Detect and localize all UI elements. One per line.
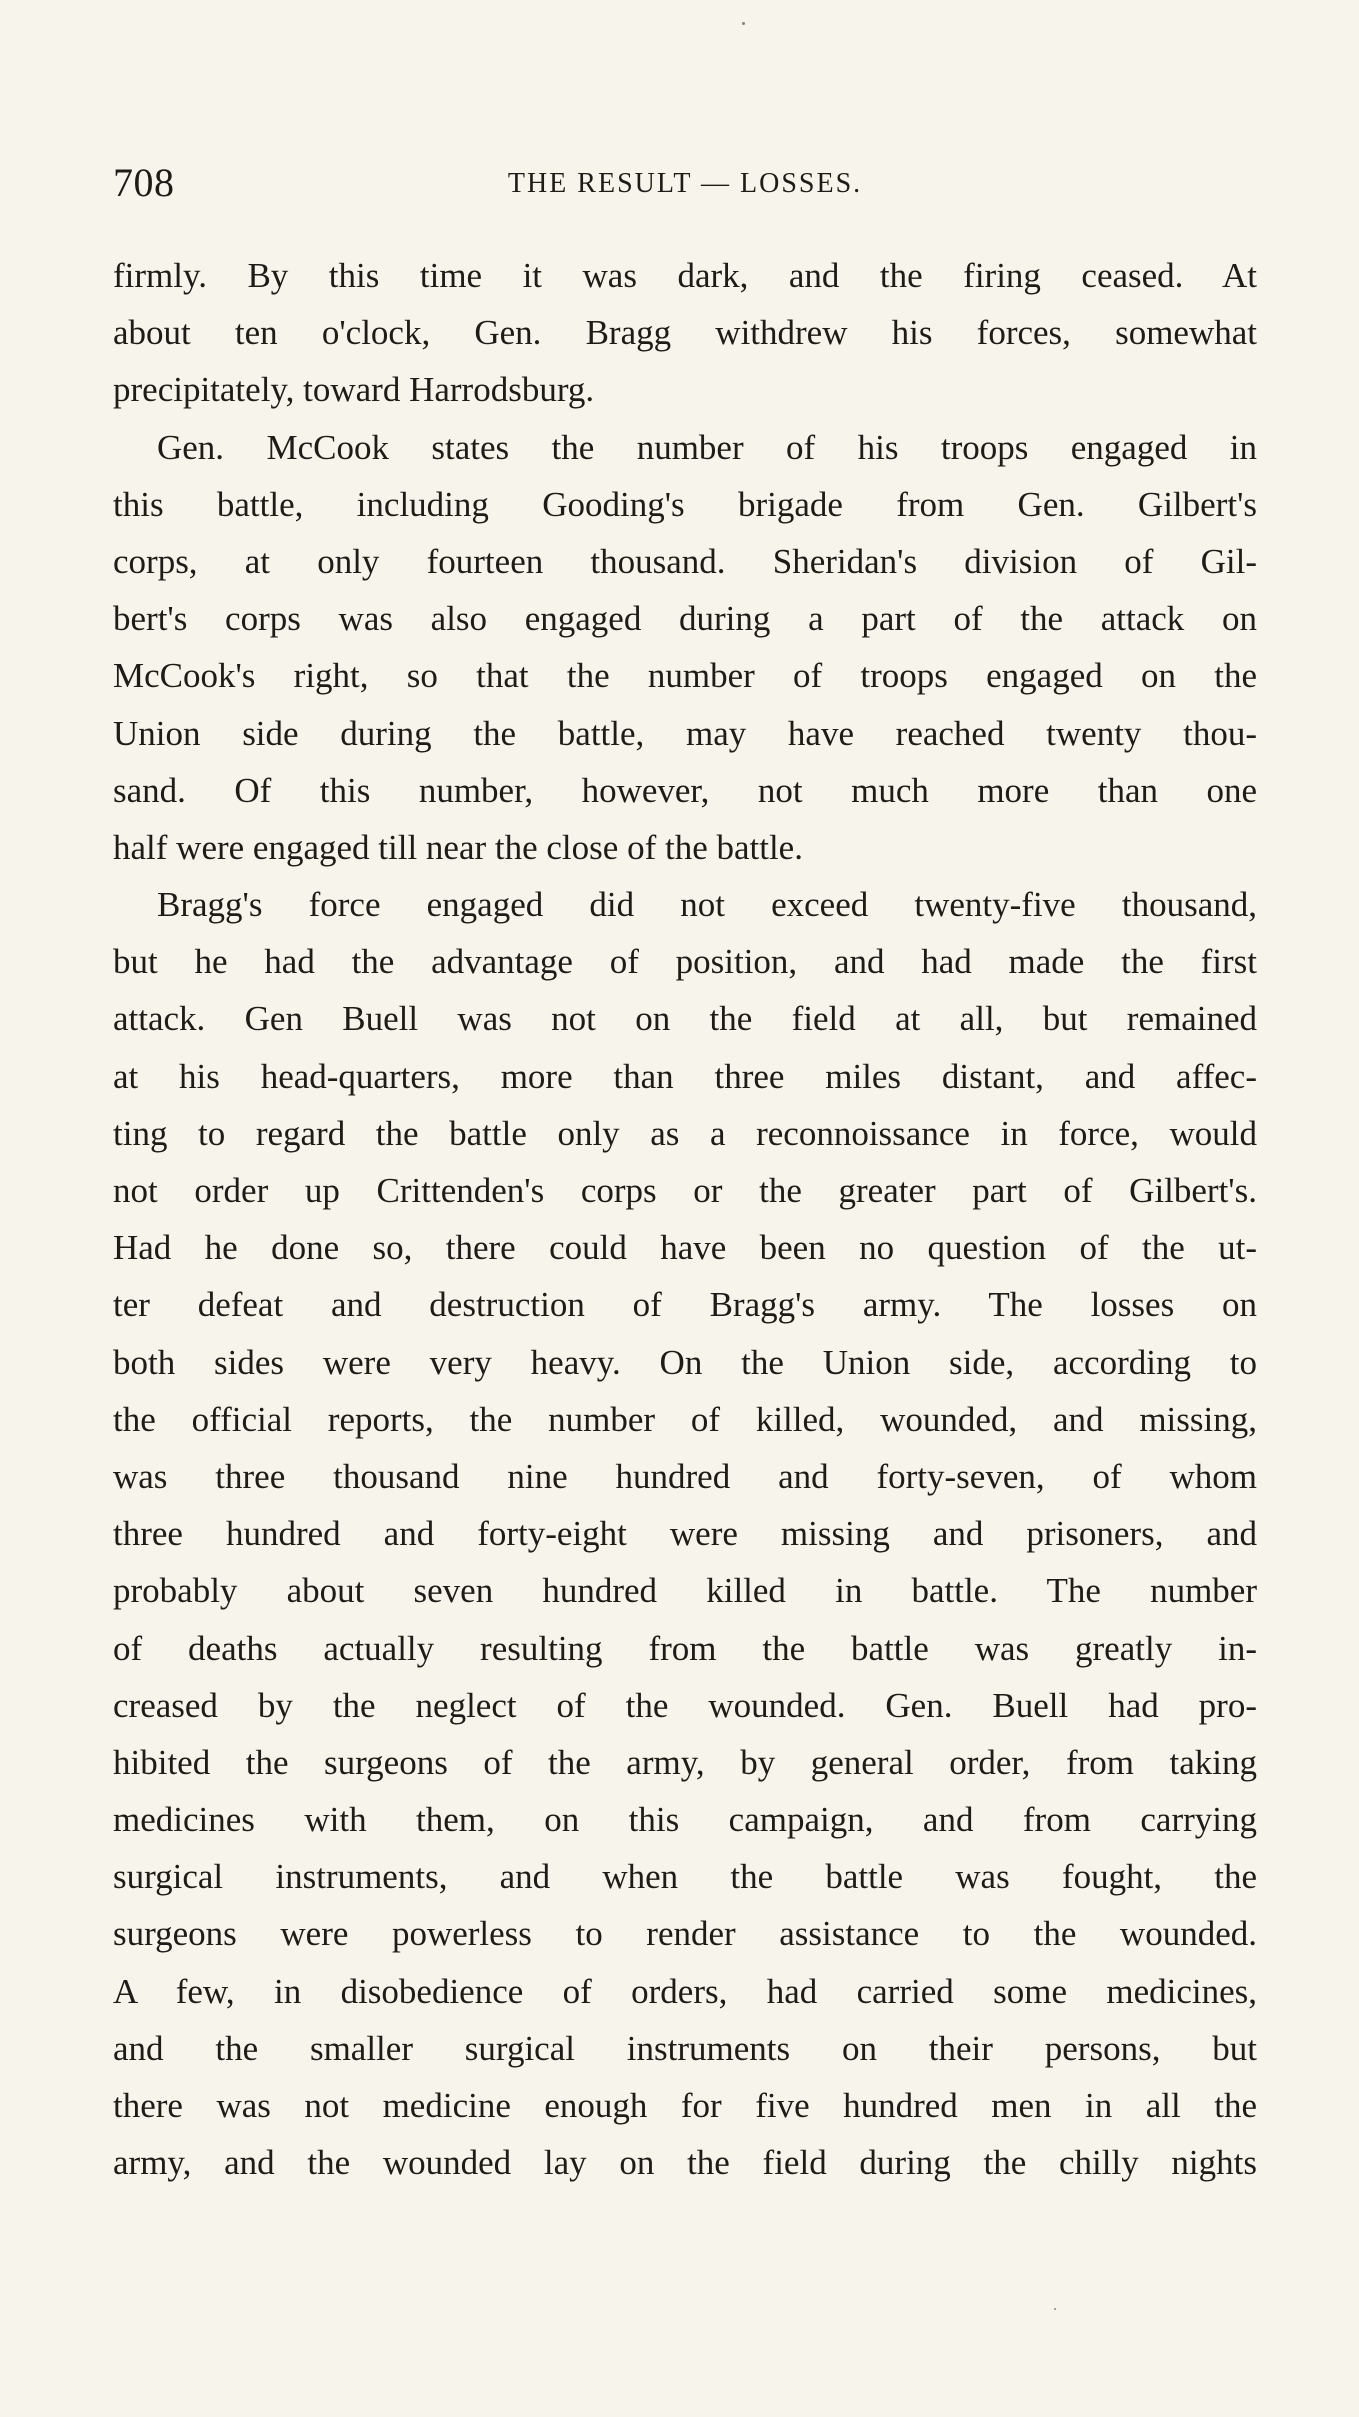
text-line: Gen. McCook states the number of his troops engaged in: [157, 427, 1257, 467]
text-line: surgical instruments, and when the battle was fought, the: [113, 1857, 1257, 1897]
text-line: and the smaller surgical instruments on their persons, but: [113, 2028, 1257, 2068]
paper-speck: [1054, 2308, 1056, 2310]
paper-speck: [742, 22, 745, 25]
text-line: at his head-quarters, more than three miles distant, and affec-: [113, 1056, 1257, 1096]
text-line: not order up Crittenden's corps or the greater part of Gilbert's.: [113, 1171, 1257, 1210]
text-line: but he had the advantage of position, and had made the first: [113, 942, 1257, 982]
text-line: this battle, including Gooding's brigade from Gen. Gilbert's: [113, 484, 1257, 524]
text-line: of deaths actually resulting from the battle was greatly in-: [113, 1628, 1257, 1668]
text-line: creased by the neglect of the wounded. Gen. Buell had pro-: [113, 1685, 1257, 1725]
text-line: McCook's right, so that the number of troops engaged on the: [113, 656, 1257, 696]
text-line: probably about seven hundred killed in battle. The number: [113, 1571, 1257, 1611]
text-line: attack. Gen Buell was not on the field at all, but remained: [113, 999, 1257, 1039]
text-line: three hundred and forty-eight were missing and prisoners, and: [113, 1514, 1257, 1554]
text-line: there was not medicine enough for five hundred men in all the: [113, 2086, 1257, 2125]
text-line: about ten o'clock, Gen. Bragg withdrew his forces, somewhat: [113, 313, 1257, 353]
text-line: both sides were very heavy. On the Union side, according to: [113, 1342, 1257, 1382]
text-line: army, and the wounded lay on the field during the chilly nights: [113, 2143, 1257, 2183]
text-line: ting to regard the battle only as a reconnoissance in force, would: [113, 1113, 1257, 1153]
page-number: 708: [113, 160, 175, 205]
text-line: sand. Of this number, however, not much more than one: [113, 770, 1257, 810]
text-line: Bragg's force engaged did not exceed twenty-five thousand,: [157, 885, 1257, 925]
text-line: corps, at only fourteen thousand. Sheridan's division of Gil-: [113, 541, 1257, 581]
text-line: Union side during the battle, may have reached twenty thou-: [113, 713, 1257, 753]
text-line: A few, in disobedience of orders, had carried some medicines,: [113, 1971, 1257, 2011]
text-line: Had he done so, there could have been no question of the ut-: [113, 1228, 1257, 1268]
page-header: [113, 158, 1257, 208]
text-line: firmly. By this time it was dark, and the firing ceased. At: [113, 256, 1257, 295]
text-line: precipitately, toward Harrodsburg.: [113, 370, 595, 410]
text-line: bert's corps was also engaged during a part of the attack on: [113, 599, 1257, 639]
text-line: surgeons were powerless to render assistance to the wounded.: [113, 1914, 1257, 1954]
text-line: ter defeat and destruction of Bragg's army. The losses on: [113, 1285, 1257, 1325]
text-line: the official reports, the number of killed, wounded, and missing,: [113, 1399, 1257, 1439]
text-line: medicines with them, on this campaign, and from carrying: [113, 1800, 1257, 1840]
text-line: half were engaged till near the close of the battle.: [113, 827, 803, 867]
body-text: [113, 247, 1257, 2191]
text-line: was three thousand nine hundred and forty-seven, of whom: [113, 1456, 1257, 1496]
text-line: hibited the surgeons of the army, by general order, from taking: [113, 1742, 1257, 1782]
running-head: THE RESULT — LOSSES.: [507, 168, 863, 199]
